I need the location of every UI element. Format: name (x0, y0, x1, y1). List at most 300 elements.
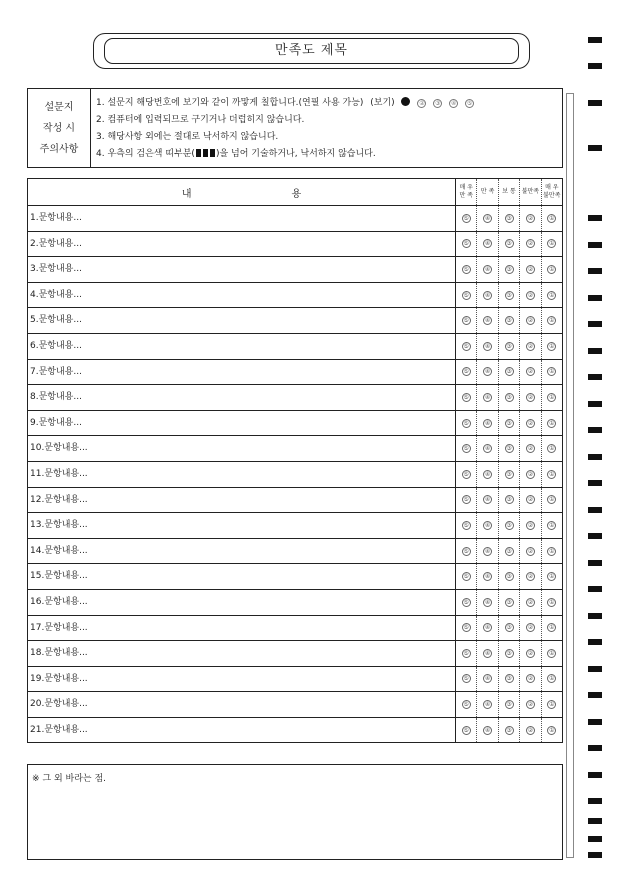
notice-item-2: 2. 컴퓨터에 입력되므로 구기거나 더럽히지 않습니다. (96, 115, 305, 125)
rating-cell (477, 590, 498, 615)
rating-option-bubble[interactable]: ② (527, 624, 534, 632)
rating-cell (542, 206, 562, 231)
timing-mark (588, 507, 602, 513)
rating-option-bubble[interactable]: ④ (484, 214, 491, 222)
rating-option-bubble[interactable]: ④ (484, 624, 491, 632)
black-band-icon (210, 149, 215, 157)
timing-mark (588, 268, 602, 274)
table-row (28, 411, 562, 437)
question-rows (28, 206, 562, 743)
rating-cell (456, 308, 477, 333)
rating-cell (477, 488, 498, 513)
question-text: 18.문항내용... (28, 641, 456, 666)
rating-cell (520, 539, 541, 564)
rating-cell (477, 385, 498, 410)
rating-options (456, 513, 562, 538)
question-text: 10.문항내용... (28, 436, 456, 461)
rating-option-bubble[interactable]: ⑤ (463, 726, 469, 734)
rating-option-bubble[interactable]: ① (549, 317, 555, 325)
rating-options (456, 539, 562, 564)
rating-cell (499, 513, 520, 538)
question-text: 11.문항내용... (28, 462, 456, 487)
notice-item-text: 4. 우측의 검은색 띠부분( (96, 149, 195, 159)
table-row (28, 360, 562, 386)
rating-option-bubble[interactable]: ① (549, 445, 555, 453)
table-row (28, 436, 562, 462)
rating-cell (499, 488, 520, 513)
rating-option-bubble[interactable]: ② (527, 573, 534, 581)
rating-cell (456, 539, 477, 564)
rating-option-bubble[interactable]: ③ (506, 649, 512, 657)
question-text: 2.문항내용... (28, 232, 456, 257)
rating-cell (520, 436, 541, 461)
rating-options (456, 232, 562, 257)
rating-cell (499, 564, 520, 589)
rating-option-bubble[interactable]: ③ (506, 368, 512, 376)
page-title: 만족도 제목 (104, 38, 519, 64)
rating-options (456, 360, 562, 385)
question-text: 21.문항내용... (28, 718, 456, 743)
rating-option-bubble[interactable]: ⑤ (463, 701, 469, 709)
rating-option-bubble[interactable]: ④ (484, 368, 491, 376)
timing-mark (588, 719, 602, 725)
rating-option-bubble[interactable]: ① (549, 598, 555, 606)
rating-option-bubble[interactable]: ② (527, 368, 534, 376)
rating-option-bubble[interactable]: ③ (506, 624, 512, 632)
rating-options (456, 308, 562, 333)
rating-column-header (477, 179, 498, 205)
timing-mark (588, 401, 602, 407)
rating-option-bubble[interactable]: ④ (484, 419, 491, 427)
rating-cell (477, 308, 498, 333)
rating-cell (477, 411, 498, 436)
rating-options (456, 641, 562, 666)
question-text: 14.문항내용... (28, 539, 456, 564)
rating-option-bubble[interactable]: ③ (506, 342, 512, 350)
rating-cell (542, 462, 562, 487)
table-row (28, 539, 562, 565)
rating-cell (520, 488, 541, 513)
notice-item-1 (96, 95, 558, 112)
rating-cell (542, 488, 562, 513)
rating-cell (542, 513, 562, 538)
notice-heading-line: 작성 시 (42, 122, 76, 134)
rating-option-bubble[interactable]: ⑤ (463, 598, 469, 606)
timing-mark (588, 836, 602, 842)
rating-option-bubble[interactable]: ② (527, 240, 534, 248)
rating-cell (520, 513, 541, 538)
rating-cell (456, 462, 477, 487)
rating-cell (456, 616, 477, 641)
rating-option-bubble[interactable]: ⑤ (463, 317, 469, 325)
table-row (28, 513, 562, 539)
rating-option-bubble[interactable]: ② (527, 265, 534, 273)
rating-option-bubble[interactable]: ⑤ (463, 265, 469, 273)
rating-cell (520, 616, 541, 641)
rating-option-bubble[interactable]: ④ (484, 240, 491, 248)
rating-option-bubble[interactable]: ② (527, 342, 534, 350)
example-option: ② (419, 100, 425, 107)
rating-options (456, 283, 562, 308)
rating-cell (499, 590, 520, 615)
rating-cell (477, 539, 498, 564)
timing-mark (588, 295, 602, 301)
rating-option-bubble[interactable]: ① (549, 419, 555, 427)
question-text: 13.문항내용... (28, 513, 456, 538)
example (370, 95, 476, 112)
notice-item-text: 1. 설문지 해당번호에 보기와 같이 까맣게 칠합니다.(연필 사용 가능) (96, 98, 364, 108)
timing-mark (588, 145, 602, 151)
rating-option-bubble[interactable]: ④ (484, 726, 491, 734)
rating-option-bubble[interactable]: ④ (484, 291, 491, 299)
rating-option-bubble[interactable]: ④ (484, 649, 491, 657)
notice-box (27, 88, 563, 168)
rating-option-bubble[interactable]: ① (549, 675, 555, 683)
question-text: 8.문항내용... (28, 385, 456, 410)
rating-option-bubble[interactable]: ⑤ (463, 521, 469, 529)
rating-option-bubble[interactable]: ③ (506, 573, 512, 581)
rating-option-bubble[interactable]: ③ (506, 445, 512, 453)
rating-option-bubble[interactable]: ③ (506, 265, 512, 273)
rating-column-label: 보 통 (502, 188, 516, 195)
rating-cell (520, 334, 541, 359)
rating-cell (456, 436, 477, 461)
rating-option-bubble[interactable]: ① (549, 368, 555, 376)
rating-option-bubble[interactable]: ② (527, 701, 534, 709)
rating-option-bubble[interactable]: ② (527, 598, 534, 606)
rating-option-bubble[interactable]: ④ (484, 675, 491, 683)
rating-cell (456, 283, 477, 308)
rating-cell (456, 257, 477, 282)
question-text: 6.문항내용... (28, 334, 456, 359)
rating-option-bubble[interactable]: ① (549, 291, 555, 299)
timing-mark (588, 586, 602, 592)
rating-column-header (520, 179, 541, 205)
rating-options (456, 385, 562, 410)
rating-option-bubble[interactable]: ③ (506, 419, 512, 427)
rating-cell (520, 718, 541, 743)
rating-cell (499, 360, 520, 385)
rating-cell (520, 232, 541, 257)
rating-cell (477, 513, 498, 538)
rating-option-bubble[interactable]: ① (549, 624, 555, 632)
filled-circle-icon (401, 97, 410, 106)
rating-column-header (499, 179, 520, 205)
rating-option-bubble[interactable]: ④ (484, 496, 491, 504)
timing-mark (588, 63, 602, 69)
rating-column-label: 만 족 (459, 192, 473, 199)
rating-option-bubble[interactable]: ⑤ (463, 393, 469, 401)
rating-options (456, 206, 562, 231)
comment-box[interactable] (27, 764, 563, 860)
question-text: 1.문항내용... (28, 206, 456, 231)
rating-cell (542, 360, 562, 385)
rating-option-bubble[interactable]: ④ (484, 701, 491, 709)
rating-cell (477, 360, 498, 385)
question-text: 20.문항내용... (28, 692, 456, 717)
rating-option-bubble[interactable]: ① (549, 470, 555, 478)
rating-option-bubble[interactable]: ⑤ (463, 342, 469, 350)
rating-option-bubble[interactable]: ⑤ (463, 419, 469, 427)
rating-option-bubble[interactable]: ① (549, 649, 555, 657)
rating-option-bubble[interactable]: ③ (506, 547, 512, 555)
notice-item-4 (96, 146, 558, 163)
rating-option-bubble[interactable]: ③ (506, 598, 512, 606)
rating-option-bubble[interactable]: ① (549, 547, 555, 555)
rating-cell (542, 718, 562, 743)
table-row (28, 564, 562, 590)
rating-option-bubble[interactable]: ③ (506, 675, 512, 683)
table-header (28, 179, 562, 206)
rating-option-bubble[interactable]: ② (527, 649, 534, 657)
rating-option-bubble[interactable]: ③ (506, 496, 512, 504)
rating-cell (520, 257, 541, 282)
rating-cell (542, 257, 562, 282)
question-text: 16.문항내용... (28, 590, 456, 615)
rating-option-bubble[interactable]: ④ (484, 393, 491, 401)
rating-option-bubble[interactable]: ① (549, 214, 555, 222)
timing-mark (588, 427, 602, 433)
table-row (28, 257, 562, 283)
notice-heading (28, 89, 91, 167)
timing-mark (588, 100, 602, 106)
rating-option-bubble[interactable]: ③ (506, 393, 512, 401)
rating-option-bubble[interactable]: ① (549, 521, 555, 529)
rating-cell (542, 283, 562, 308)
table-row (28, 385, 562, 411)
rating-option-bubble[interactable]: ② (527, 496, 534, 504)
rating-option-bubble[interactable]: ④ (484, 547, 491, 555)
rating-option-bubble[interactable]: ④ (484, 521, 491, 529)
table-row (28, 692, 562, 718)
rating-option-bubble[interactable]: ④ (484, 598, 491, 606)
rating-option-bubble[interactable]: ① (549, 701, 555, 709)
question-table (27, 178, 563, 743)
timing-mark (588, 321, 602, 327)
rating-cell (477, 641, 498, 666)
rating-cell (542, 641, 562, 666)
table-row (28, 206, 562, 232)
rating-cell (499, 616, 520, 641)
question-text: 17.문항내용... (28, 616, 456, 641)
rating-cell (542, 539, 562, 564)
rating-cell (456, 564, 477, 589)
rating-option-bubble[interactable]: ⑤ (463, 547, 469, 555)
rating-cell (499, 257, 520, 282)
rating-cell (456, 232, 477, 257)
rating-option-bubble[interactable]: ⑤ (463, 675, 469, 683)
rating-option-bubble[interactable]: ④ (484, 342, 491, 350)
timing-mark (588, 480, 602, 486)
rating-column-label: 매 우 (545, 184, 559, 191)
table-row (28, 308, 562, 334)
rating-cell (456, 667, 477, 692)
rating-cell (520, 360, 541, 385)
example-option: ③ (435, 100, 441, 107)
rating-cell (520, 564, 541, 589)
rating-options (456, 488, 562, 513)
rating-option-bubble[interactable]: ⑤ (463, 291, 469, 299)
rating-cell (520, 590, 541, 615)
rating-cell (542, 232, 562, 257)
timing-mark (588, 798, 602, 804)
question-text: 4.문항내용... (28, 283, 456, 308)
rating-cell (520, 462, 541, 487)
rating-option-bubble[interactable]: ③ (506, 521, 512, 529)
rating-option-bubble[interactable]: ① (549, 240, 555, 248)
question-text: 5.문항내용... (28, 308, 456, 333)
timing-mark (588, 242, 602, 248)
rating-options (456, 590, 562, 615)
black-band-icon (196, 149, 201, 157)
timing-mark (588, 852, 602, 858)
rating-option-bubble[interactable]: ④ (484, 265, 491, 273)
rating-cell (456, 488, 477, 513)
rating-cell (456, 590, 477, 615)
rating-cell (499, 308, 520, 333)
timing-mark (588, 374, 602, 380)
rating-option-bubble[interactable]: ① (549, 342, 555, 350)
rating-cell (456, 718, 477, 743)
rating-option-bubble[interactable]: ④ (484, 573, 491, 581)
rating-option-bubble[interactable]: ⑤ (463, 445, 469, 453)
rating-option-bubble[interactable]: ② (527, 521, 534, 529)
rating-cell (499, 334, 520, 359)
rating-cell (477, 564, 498, 589)
rating-cell (520, 385, 541, 410)
rating-option-bubble[interactable]: ① (549, 573, 555, 581)
rating-options (456, 334, 562, 359)
timing-mark (588, 560, 602, 566)
question-text: 12.문항내용... (28, 488, 456, 513)
rating-cell (477, 667, 498, 692)
rating-column-header (542, 179, 562, 205)
rating-cell (477, 436, 498, 461)
rating-option-bubble[interactable]: ③ (506, 317, 512, 325)
rating-cell (456, 385, 477, 410)
rating-cell (499, 385, 520, 410)
rating-cell (477, 718, 498, 743)
rating-column-label: 불만족 (543, 192, 561, 199)
notice-heading-line: 설문지 (44, 101, 74, 113)
header-text: 내 용 (181, 188, 302, 200)
rating-option-bubble[interactable]: ③ (506, 214, 512, 222)
rating-option-bubble[interactable]: ② (527, 445, 534, 453)
rating-cell (542, 667, 562, 692)
timing-mark (588, 772, 602, 778)
rating-option-bubble[interactable]: ⑤ (463, 573, 469, 581)
question-text: 9.문항내용... (28, 411, 456, 436)
rating-option-bubble[interactable]: ② (527, 419, 534, 427)
rating-cell (477, 283, 498, 308)
rating-options (456, 616, 562, 641)
rating-option-bubble[interactable]: ④ (484, 445, 491, 453)
rating-cell (542, 590, 562, 615)
table-row (28, 590, 562, 616)
rating-option-bubble[interactable]: ⑤ (463, 496, 469, 504)
rating-option-bubble[interactable]: ② (527, 726, 534, 734)
rating-option-bubble[interactable]: ⑤ (463, 470, 469, 478)
rating-option-bubble[interactable]: ③ (506, 726, 512, 734)
question-text: 7.문항내용... (28, 360, 456, 385)
rating-option-bubble[interactable]: ② (527, 470, 534, 478)
rating-option-bubble[interactable]: ① (549, 726, 555, 734)
rating-cell (477, 232, 498, 257)
rating-option-bubble[interactable]: ② (527, 547, 534, 555)
rating-option-bubble[interactable]: ③ (506, 701, 512, 709)
rating-option-bubble[interactable]: ⑤ (463, 624, 469, 632)
rating-options (456, 564, 562, 589)
rating-option-bubble[interactable]: ⑤ (463, 368, 469, 376)
rating-option-bubble[interactable]: ① (549, 393, 555, 401)
rating-option-bubble[interactable]: ⑤ (463, 214, 469, 222)
rating-column-label: 만 족 (480, 188, 495, 195)
rating-cell (542, 692, 562, 717)
margin-bar (566, 93, 574, 858)
rating-option-bubble[interactable]: ② (527, 317, 534, 325)
rating-option-bubble[interactable]: ⑤ (463, 240, 469, 248)
rating-column-label: 매 우 (459, 184, 473, 191)
header-content-label (28, 179, 456, 205)
rating-columns (456, 179, 562, 205)
rating-cell (499, 436, 520, 461)
rating-cell (456, 692, 477, 717)
table-row (28, 232, 562, 258)
timing-mark (588, 666, 602, 672)
rating-option-bubble[interactable]: ③ (506, 240, 512, 248)
question-text: 15.문항내용... (28, 564, 456, 589)
rating-option-bubble[interactable]: ② (527, 393, 534, 401)
rating-cell (542, 308, 562, 333)
rating-option-bubble[interactable]: ④ (484, 470, 491, 478)
rating-cell (477, 334, 498, 359)
rating-cell (520, 641, 541, 666)
rating-cell (520, 667, 541, 692)
rating-option-bubble[interactable]: ② (527, 291, 534, 299)
rating-cell (542, 411, 562, 436)
timing-mark (588, 533, 602, 539)
rating-column-header (456, 179, 477, 205)
rating-options (456, 692, 562, 717)
notice-item-text: )을 넘어 기술하거나, 낙서하지 않습니다. (215, 149, 376, 159)
table-row (28, 718, 562, 744)
rating-options (456, 257, 562, 282)
table-row (28, 488, 562, 514)
rating-options (456, 462, 562, 487)
timing-mark (588, 215, 602, 221)
rating-option-bubble[interactable]: ⑤ (463, 649, 469, 657)
rating-cell (456, 641, 477, 666)
rating-cell (520, 206, 541, 231)
rating-option-bubble[interactable]: ③ (506, 291, 512, 299)
rating-cell (477, 257, 498, 282)
timing-mark (588, 745, 602, 751)
rating-cell (520, 283, 541, 308)
title-frame (93, 33, 530, 69)
rating-option-bubble[interactable]: ① (549, 496, 555, 504)
rating-cell (499, 692, 520, 717)
rating-options (456, 436, 562, 461)
black-band-icon (203, 149, 208, 157)
rating-cell (477, 616, 498, 641)
timing-mark (588, 454, 602, 460)
rating-cell (542, 436, 562, 461)
rating-option-bubble[interactable]: ① (549, 265, 555, 273)
rating-option-bubble[interactable]: ③ (506, 470, 512, 478)
rating-option-bubble[interactable]: ② (527, 675, 534, 683)
rating-option-bubble[interactable]: ② (527, 214, 534, 222)
rating-option-bubble[interactable]: ④ (484, 317, 491, 325)
